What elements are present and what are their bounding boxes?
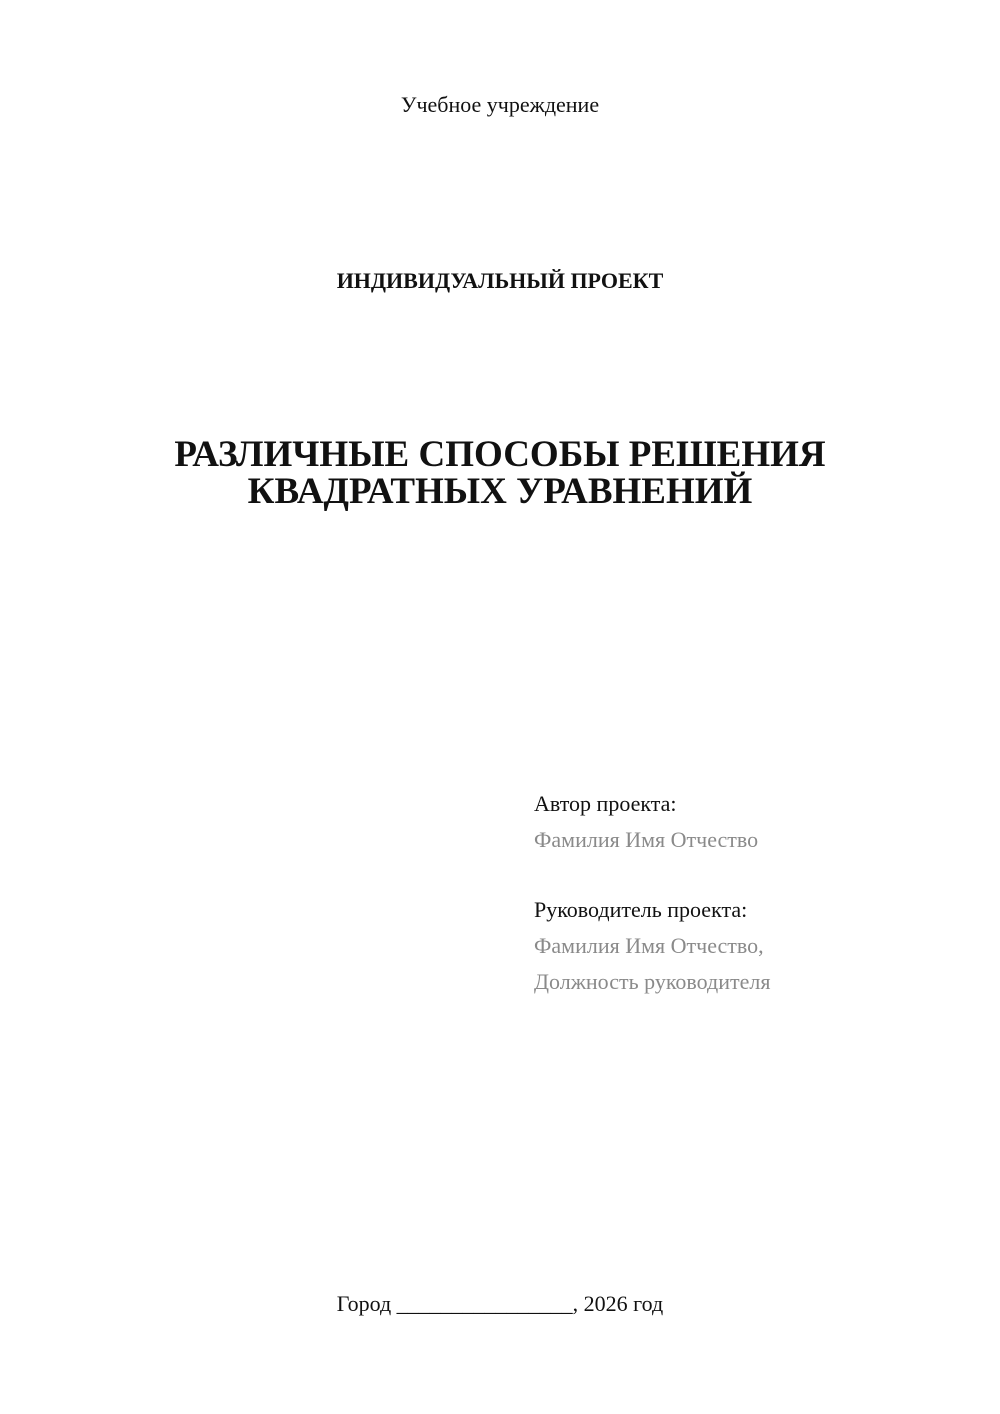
supervisor-name: Фамилия Имя Отчество,	[534, 933, 764, 958]
project-type-heading: ИНДИВИДУАЛЬНЫЙ ПРОЕКТ	[336, 268, 664, 293]
project-title-line-1: РАЗЛИЧНЫЕ СПОСОБЫ РЕШЕНИЯ	[174, 434, 826, 475]
supervisor-position: Должность руководителя	[534, 969, 771, 994]
credits-spacer	[534, 858, 770, 892]
author-name: Фамилия Имя Отчество	[534, 827, 759, 852]
city-year-line: Город ________________, 2026 год	[336, 1291, 664, 1316]
supervisor-label: Руководитель проекта:	[534, 897, 748, 922]
project-title	[0, 436, 1000, 510]
institution-name: Учебное учреждение	[400, 92, 600, 117]
credits-block	[534, 786, 770, 1000]
author-label: Автор проекта:	[534, 791, 677, 816]
project-title-line-2: КВАДРАТНЫХ УРАВНЕНИЙ	[247, 471, 753, 512]
